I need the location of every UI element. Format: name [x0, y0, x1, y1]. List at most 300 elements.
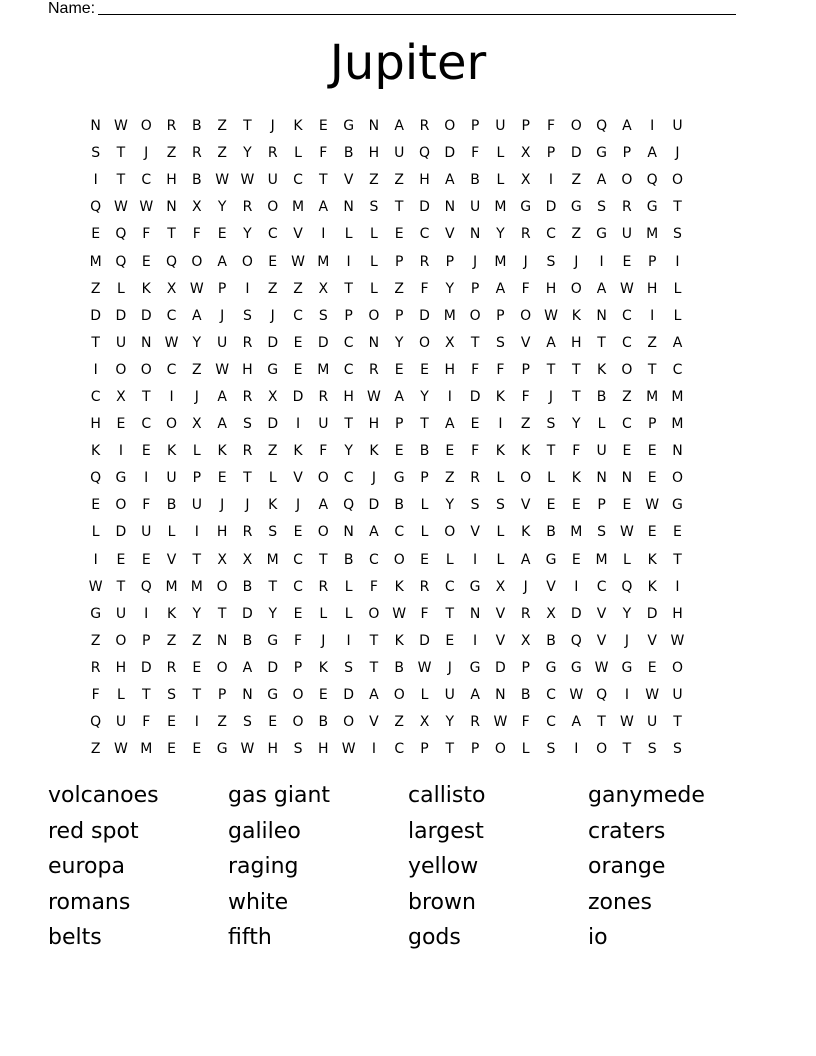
- grid-cell: N: [90, 118, 101, 135]
- grid-cell: U: [115, 714, 127, 731]
- grid-cell: Z: [520, 416, 531, 433]
- grid-cell: I: [245, 280, 250, 297]
- grid-row: [83, 492, 690, 519]
- grid-cell: C: [672, 361, 683, 378]
- grid-cell: E: [647, 443, 657, 460]
- grid-cell: D: [343, 687, 354, 704]
- grid-cell: V: [520, 497, 531, 514]
- grid-cell: R: [166, 118, 177, 135]
- grid-cell: W: [366, 388, 381, 405]
- grid-cell: F: [471, 145, 480, 162]
- grid-cell: O: [216, 659, 228, 676]
- grid-cell: D: [368, 497, 380, 514]
- grid-cell: V: [520, 334, 531, 351]
- grid-cell: X: [445, 334, 455, 351]
- grid-cell: N: [596, 470, 607, 487]
- grid-cell: I: [194, 714, 199, 731]
- grid-cell: B: [419, 443, 430, 460]
- grid-cell: Q: [646, 172, 658, 189]
- grid-cell: I: [650, 118, 655, 135]
- grid-cell: X: [520, 632, 531, 649]
- grid-cell: S: [597, 524, 607, 541]
- grid-cell: H: [368, 416, 380, 433]
- grid-cell: C: [166, 361, 177, 378]
- name-label: Name:: [48, 0, 96, 17]
- grid-cell: S: [344, 659, 354, 676]
- grid-cell: D: [570, 145, 582, 162]
- grid-cell: P: [192, 470, 202, 487]
- grid-cell: U: [647, 714, 658, 731]
- grid-cell: L: [420, 687, 429, 704]
- grid-cell: T: [268, 578, 277, 595]
- grid-cell: I: [93, 551, 98, 568]
- grid-cell: C: [394, 741, 405, 758]
- grid-cell: O: [671, 659, 683, 676]
- grid-cell: C: [546, 226, 556, 243]
- grid-cell: S: [268, 524, 278, 541]
- grid-cell: A: [394, 388, 404, 405]
- grid-cell: P: [470, 741, 480, 758]
- grid-cell: F: [546, 118, 556, 135]
- grid-cell: J: [144, 145, 149, 162]
- grid-cell: H: [368, 145, 380, 162]
- grid-cell: H: [242, 361, 253, 378]
- grid-cell: C: [546, 714, 556, 731]
- grid-cell: M: [291, 199, 305, 216]
- grid-cell: K: [166, 605, 177, 622]
- grid-cell: K: [495, 443, 505, 460]
- grid-cell: N: [469, 226, 481, 243]
- grid-cell: P: [293, 659, 303, 676]
- grid-cell: V: [647, 632, 657, 649]
- grid-cell: A: [217, 253, 227, 270]
- grid-cell: E: [445, 632, 455, 649]
- grid-cell: P: [420, 741, 429, 758]
- grid-cell: B: [546, 632, 556, 649]
- grid-cell: Q: [343, 497, 355, 514]
- grid-cell: R: [242, 334, 253, 351]
- grid-cell: T: [141, 687, 151, 704]
- grid-cell: Z: [90, 280, 101, 297]
- grid-cell: Y: [445, 714, 455, 731]
- grid-cell: Q: [90, 199, 102, 216]
- grid-cell: S: [673, 226, 682, 243]
- grid-cell: E: [318, 118, 328, 135]
- grid-cell: W: [341, 741, 356, 758]
- grid-cell: X: [192, 199, 202, 216]
- grid-cell: H: [267, 741, 278, 758]
- grid-cell: E: [217, 470, 227, 487]
- grid-cell: E: [268, 253, 278, 270]
- grid-cell: N: [242, 687, 253, 704]
- grid-cell: F: [471, 443, 480, 460]
- grid-cell: V: [166, 551, 177, 568]
- grid-cell: V: [596, 605, 607, 622]
- grid-cell: O: [166, 416, 178, 433]
- grid-cell: G: [646, 199, 658, 216]
- word-list-item: white: [228, 889, 289, 915]
- grid-cell: T: [369, 632, 379, 649]
- grid-cell: C: [343, 334, 354, 351]
- grid-cell: E: [116, 551, 126, 568]
- grid-cell: L: [370, 280, 378, 297]
- grid-cell: R: [242, 524, 253, 541]
- grid-cell: K: [521, 524, 531, 541]
- grid-cell: C: [419, 226, 430, 243]
- grid-cell: Y: [243, 145, 252, 162]
- grid-row: [83, 574, 690, 601]
- grid-cell: R: [622, 199, 632, 216]
- grid-cell: O: [671, 470, 683, 487]
- grid-cell: P: [394, 307, 404, 324]
- grid-cell: L: [521, 741, 530, 758]
- grid-cell: Y: [268, 605, 277, 622]
- grid-cell: C: [394, 524, 405, 541]
- grid-cell: B: [394, 497, 405, 514]
- grid-cell: Q: [621, 578, 633, 595]
- grid-cell: G: [267, 687, 279, 704]
- grid-cell: N: [343, 199, 354, 216]
- grid-cell: T: [167, 226, 176, 243]
- word-list-item: raging: [228, 854, 299, 880]
- grid-cell: W: [417, 659, 432, 676]
- grid-cell: V: [495, 605, 506, 622]
- grid-cell: A: [369, 687, 379, 704]
- grid-cell: G: [520, 199, 532, 216]
- grid-cell: F: [142, 714, 151, 731]
- grid-cell: W: [189, 280, 204, 297]
- grid-cell: L: [673, 280, 682, 297]
- grid-cell: W: [619, 524, 634, 541]
- grid-cell: Y: [572, 416, 581, 433]
- grid-cell: F: [521, 714, 530, 731]
- grid-cell: W: [240, 172, 255, 189]
- grid-cell: F: [572, 443, 581, 460]
- grid-cell: S: [369, 199, 379, 216]
- grid-cell: K: [647, 551, 657, 568]
- grid-cell: S: [318, 307, 328, 324]
- grid-cell: F: [293, 632, 303, 649]
- grid-cell: L: [597, 416, 606, 433]
- grid-cell: R: [90, 659, 101, 676]
- grid-cell: I: [447, 388, 452, 405]
- grid-cell: O: [570, 118, 582, 135]
- grid-cell: N: [141, 334, 152, 351]
- grid-cell: L: [91, 524, 100, 541]
- grid-cell: P: [217, 280, 227, 297]
- grid-cell: W: [114, 741, 128, 758]
- grid-cell: G: [672, 497, 683, 514]
- grid-cell: P: [470, 118, 480, 135]
- grid-cell: D: [292, 388, 304, 405]
- grid-cell: E: [571, 551, 581, 568]
- grid-cell: N: [495, 687, 506, 704]
- grid-cell: B: [166, 497, 177, 514]
- grid-cell: O: [317, 470, 329, 487]
- grid-cell: M: [671, 388, 684, 405]
- grid-cell: N: [216, 632, 228, 649]
- grid-cell: P: [647, 253, 657, 270]
- grid-cell: B: [192, 118, 202, 135]
- grid-cell: C: [141, 416, 152, 433]
- grid-cell: X: [419, 714, 430, 731]
- grid-cell: E: [192, 659, 202, 676]
- grid-cell: O: [520, 307, 532, 324]
- grid-cell: W: [569, 687, 584, 704]
- grid-cell: D: [469, 388, 481, 405]
- grid-cell: O: [317, 524, 329, 541]
- grid-cell: O: [267, 199, 279, 216]
- grid-cell: M: [443, 307, 456, 324]
- grid-cell: P: [344, 307, 353, 324]
- grid-cell: N: [469, 605, 481, 622]
- grid-cell: G: [570, 659, 582, 676]
- grid-cell: T: [597, 334, 606, 351]
- grid-cell: O: [241, 253, 253, 270]
- grid-cell: R: [470, 470, 480, 487]
- grid-cell: S: [495, 334, 505, 351]
- grid-cell: O: [520, 470, 532, 487]
- grid-cell: O: [115, 632, 127, 649]
- grid-cell: A: [217, 388, 227, 405]
- grid-cell: I: [93, 172, 98, 189]
- grid-cell: D: [444, 145, 456, 162]
- grid-cell: C: [141, 172, 152, 189]
- word-list-item: zones: [588, 889, 652, 915]
- grid-cell: P: [394, 416, 404, 433]
- grid-row: [83, 655, 690, 682]
- grid-cell: H: [90, 416, 101, 433]
- grid-cell: P: [470, 280, 480, 297]
- grid-row: [83, 167, 690, 194]
- grid-cell: C: [621, 334, 632, 351]
- grid-cell: Y: [192, 334, 202, 351]
- grid-cell: E: [622, 443, 632, 460]
- grid-cell: Y: [243, 226, 252, 243]
- grid-cell: O: [368, 307, 380, 324]
- grid-cell: J: [675, 145, 680, 162]
- word-list-item: volcanoes: [48, 783, 159, 808]
- grid-cell: L: [344, 578, 353, 595]
- grid-cell: O: [292, 687, 304, 704]
- grid-cell: J: [245, 497, 250, 514]
- grid-cell: J: [371, 470, 376, 487]
- grid-cell: O: [444, 524, 456, 541]
- grid-cell: Z: [394, 172, 404, 189]
- grid-cell: P: [521, 659, 530, 676]
- grid-cell: F: [192, 226, 201, 243]
- grid-cell: R: [267, 145, 278, 162]
- grid-cell: L: [547, 470, 555, 487]
- grid-cell: O: [343, 714, 355, 731]
- grid-cell: H: [419, 172, 430, 189]
- grid-cell: Z: [647, 334, 657, 351]
- grid-cell: P: [521, 361, 530, 378]
- grid-cell: F: [420, 605, 429, 622]
- grid-cell: R: [520, 605, 531, 622]
- grid-cell: Q: [140, 578, 152, 595]
- grid-cell: Z: [369, 172, 379, 189]
- grid-row: [83, 547, 690, 574]
- grid-cell: D: [419, 632, 430, 649]
- grid-cell: P: [217, 687, 227, 704]
- grid-cell: M: [266, 551, 279, 568]
- grid-cell: V: [495, 632, 506, 649]
- grid-cell: B: [242, 578, 253, 595]
- grid-cell: B: [343, 551, 354, 568]
- grid-cell: E: [420, 361, 429, 378]
- grid-cell: D: [419, 199, 430, 216]
- grid-cell: T: [546, 361, 556, 378]
- grid-cell: M: [494, 253, 507, 270]
- grid-cell: C: [343, 470, 354, 487]
- word-list-item: romans: [48, 889, 131, 915]
- word-list-item: belts: [48, 925, 102, 951]
- grid-cell: L: [117, 280, 125, 297]
- grid-cell: I: [624, 687, 629, 704]
- grid-cell: S: [673, 741, 682, 758]
- grid-cell: T: [192, 687, 202, 704]
- grid-cell: A: [546, 334, 556, 351]
- grid-cell: L: [496, 470, 505, 487]
- grid-cell: L: [370, 226, 378, 243]
- grid-cell: W: [493, 714, 508, 731]
- grid-cell: Z: [445, 470, 455, 487]
- grid-cell: R: [520, 226, 531, 243]
- grid-cell: B: [318, 714, 329, 731]
- grid-cell: M: [317, 361, 330, 378]
- name-underline: [98, 0, 736, 15]
- grid-cell: H: [545, 280, 557, 297]
- grid-cell: I: [93, 361, 98, 378]
- grid-cell: Y: [420, 388, 429, 405]
- grid-cell: G: [115, 470, 127, 487]
- grid-cell: T: [572, 361, 581, 378]
- grid-cell: J: [270, 307, 275, 324]
- grid-cell: D: [267, 334, 279, 351]
- grid-cell: G: [545, 659, 557, 676]
- grid-cell: B: [394, 659, 405, 676]
- grid-cell: V: [596, 632, 607, 649]
- grid-cell: D: [267, 659, 279, 676]
- grid-cell: L: [445, 551, 454, 568]
- grid-cell: M: [646, 226, 659, 243]
- grid-cell: A: [445, 416, 455, 433]
- grid-cell: A: [242, 659, 253, 676]
- grid-cell: W: [215, 172, 230, 189]
- grid-cell: Y: [344, 443, 353, 460]
- grid-cell: E: [167, 741, 176, 758]
- grid-row: [83, 330, 690, 357]
- grid-cell: Q: [115, 253, 127, 270]
- grid-cell: N: [444, 199, 456, 216]
- grid-cell: T: [369, 659, 379, 676]
- grid-cell: I: [650, 307, 655, 324]
- grid-cell: C: [596, 578, 607, 595]
- grid-cell: I: [371, 741, 376, 758]
- grid-cell: K: [369, 443, 379, 460]
- grid-cell: P: [521, 118, 530, 135]
- grid-cell: E: [91, 497, 101, 514]
- grid-cell: K: [293, 443, 303, 460]
- grid-cell: R: [369, 361, 379, 378]
- grid-cell: K: [268, 497, 278, 514]
- grid-cell: K: [571, 470, 581, 487]
- grid-cell: U: [394, 145, 405, 162]
- grid-cell: D: [140, 307, 152, 324]
- grid-cell: E: [167, 714, 176, 731]
- grid-cell: O: [140, 118, 152, 135]
- grid-cell: S: [242, 714, 252, 731]
- grid-cell: K: [217, 443, 227, 460]
- grid-cell: T: [243, 118, 252, 135]
- grid-cell: N: [368, 118, 380, 135]
- word-list-item: callisto: [408, 783, 486, 808]
- grid-cell: E: [622, 253, 632, 270]
- grid-cell: O: [393, 551, 405, 568]
- grid-cell: M: [165, 578, 178, 595]
- grid-cell: F: [496, 361, 505, 378]
- grid-cell: Y: [496, 226, 505, 243]
- grid-cell: L: [294, 145, 302, 162]
- grid-cell: U: [166, 470, 177, 487]
- grid-cell: E: [647, 470, 657, 487]
- grid-cell: W: [88, 578, 103, 595]
- grid-cell: F: [471, 361, 480, 378]
- grid-cell: U: [672, 687, 683, 704]
- grid-cell: X: [217, 551, 227, 568]
- grid-cell: U: [318, 416, 329, 433]
- grid-cell: H: [166, 172, 177, 189]
- grid-cell: S: [546, 416, 556, 433]
- grid-cell: L: [319, 605, 328, 622]
- grid-cell: M: [317, 253, 330, 270]
- grid-cell: T: [344, 416, 353, 433]
- grid-cell: O: [393, 687, 405, 704]
- grid-cell: R: [419, 253, 430, 270]
- grid-cell: F: [319, 145, 328, 162]
- grid-cell: J: [574, 253, 579, 270]
- grid-cell: L: [344, 226, 353, 243]
- grid-cell: I: [473, 551, 478, 568]
- grid-cell: Z: [192, 632, 202, 649]
- grid-cell: E: [571, 497, 581, 514]
- grid-cell: E: [268, 714, 278, 731]
- grid-cell: I: [498, 416, 503, 433]
- grid-cell: A: [445, 172, 455, 189]
- grid-cell: U: [495, 118, 506, 135]
- grid-cell: G: [216, 741, 228, 758]
- grid-cell: E: [394, 226, 404, 243]
- grid-cell: E: [293, 334, 303, 351]
- grid-cell: M: [140, 741, 153, 758]
- grid-cell: L: [420, 497, 429, 514]
- grid-cell: D: [317, 334, 329, 351]
- grid-cell: S: [470, 497, 480, 514]
- grid-cell: T: [445, 741, 455, 758]
- grid-cell: W: [114, 118, 128, 135]
- grid-cell: X: [242, 551, 253, 568]
- grid-row: [83, 709, 690, 736]
- grid-cell: B: [470, 172, 480, 189]
- grid-cell: T: [647, 361, 657, 378]
- grid-cell: Z: [267, 280, 278, 297]
- grid-cell: A: [318, 199, 329, 216]
- grid-cell: X: [166, 280, 177, 297]
- word-list-item: fifth: [228, 925, 272, 951]
- grid-cell: M: [570, 524, 583, 541]
- grid-row: [83, 519, 690, 546]
